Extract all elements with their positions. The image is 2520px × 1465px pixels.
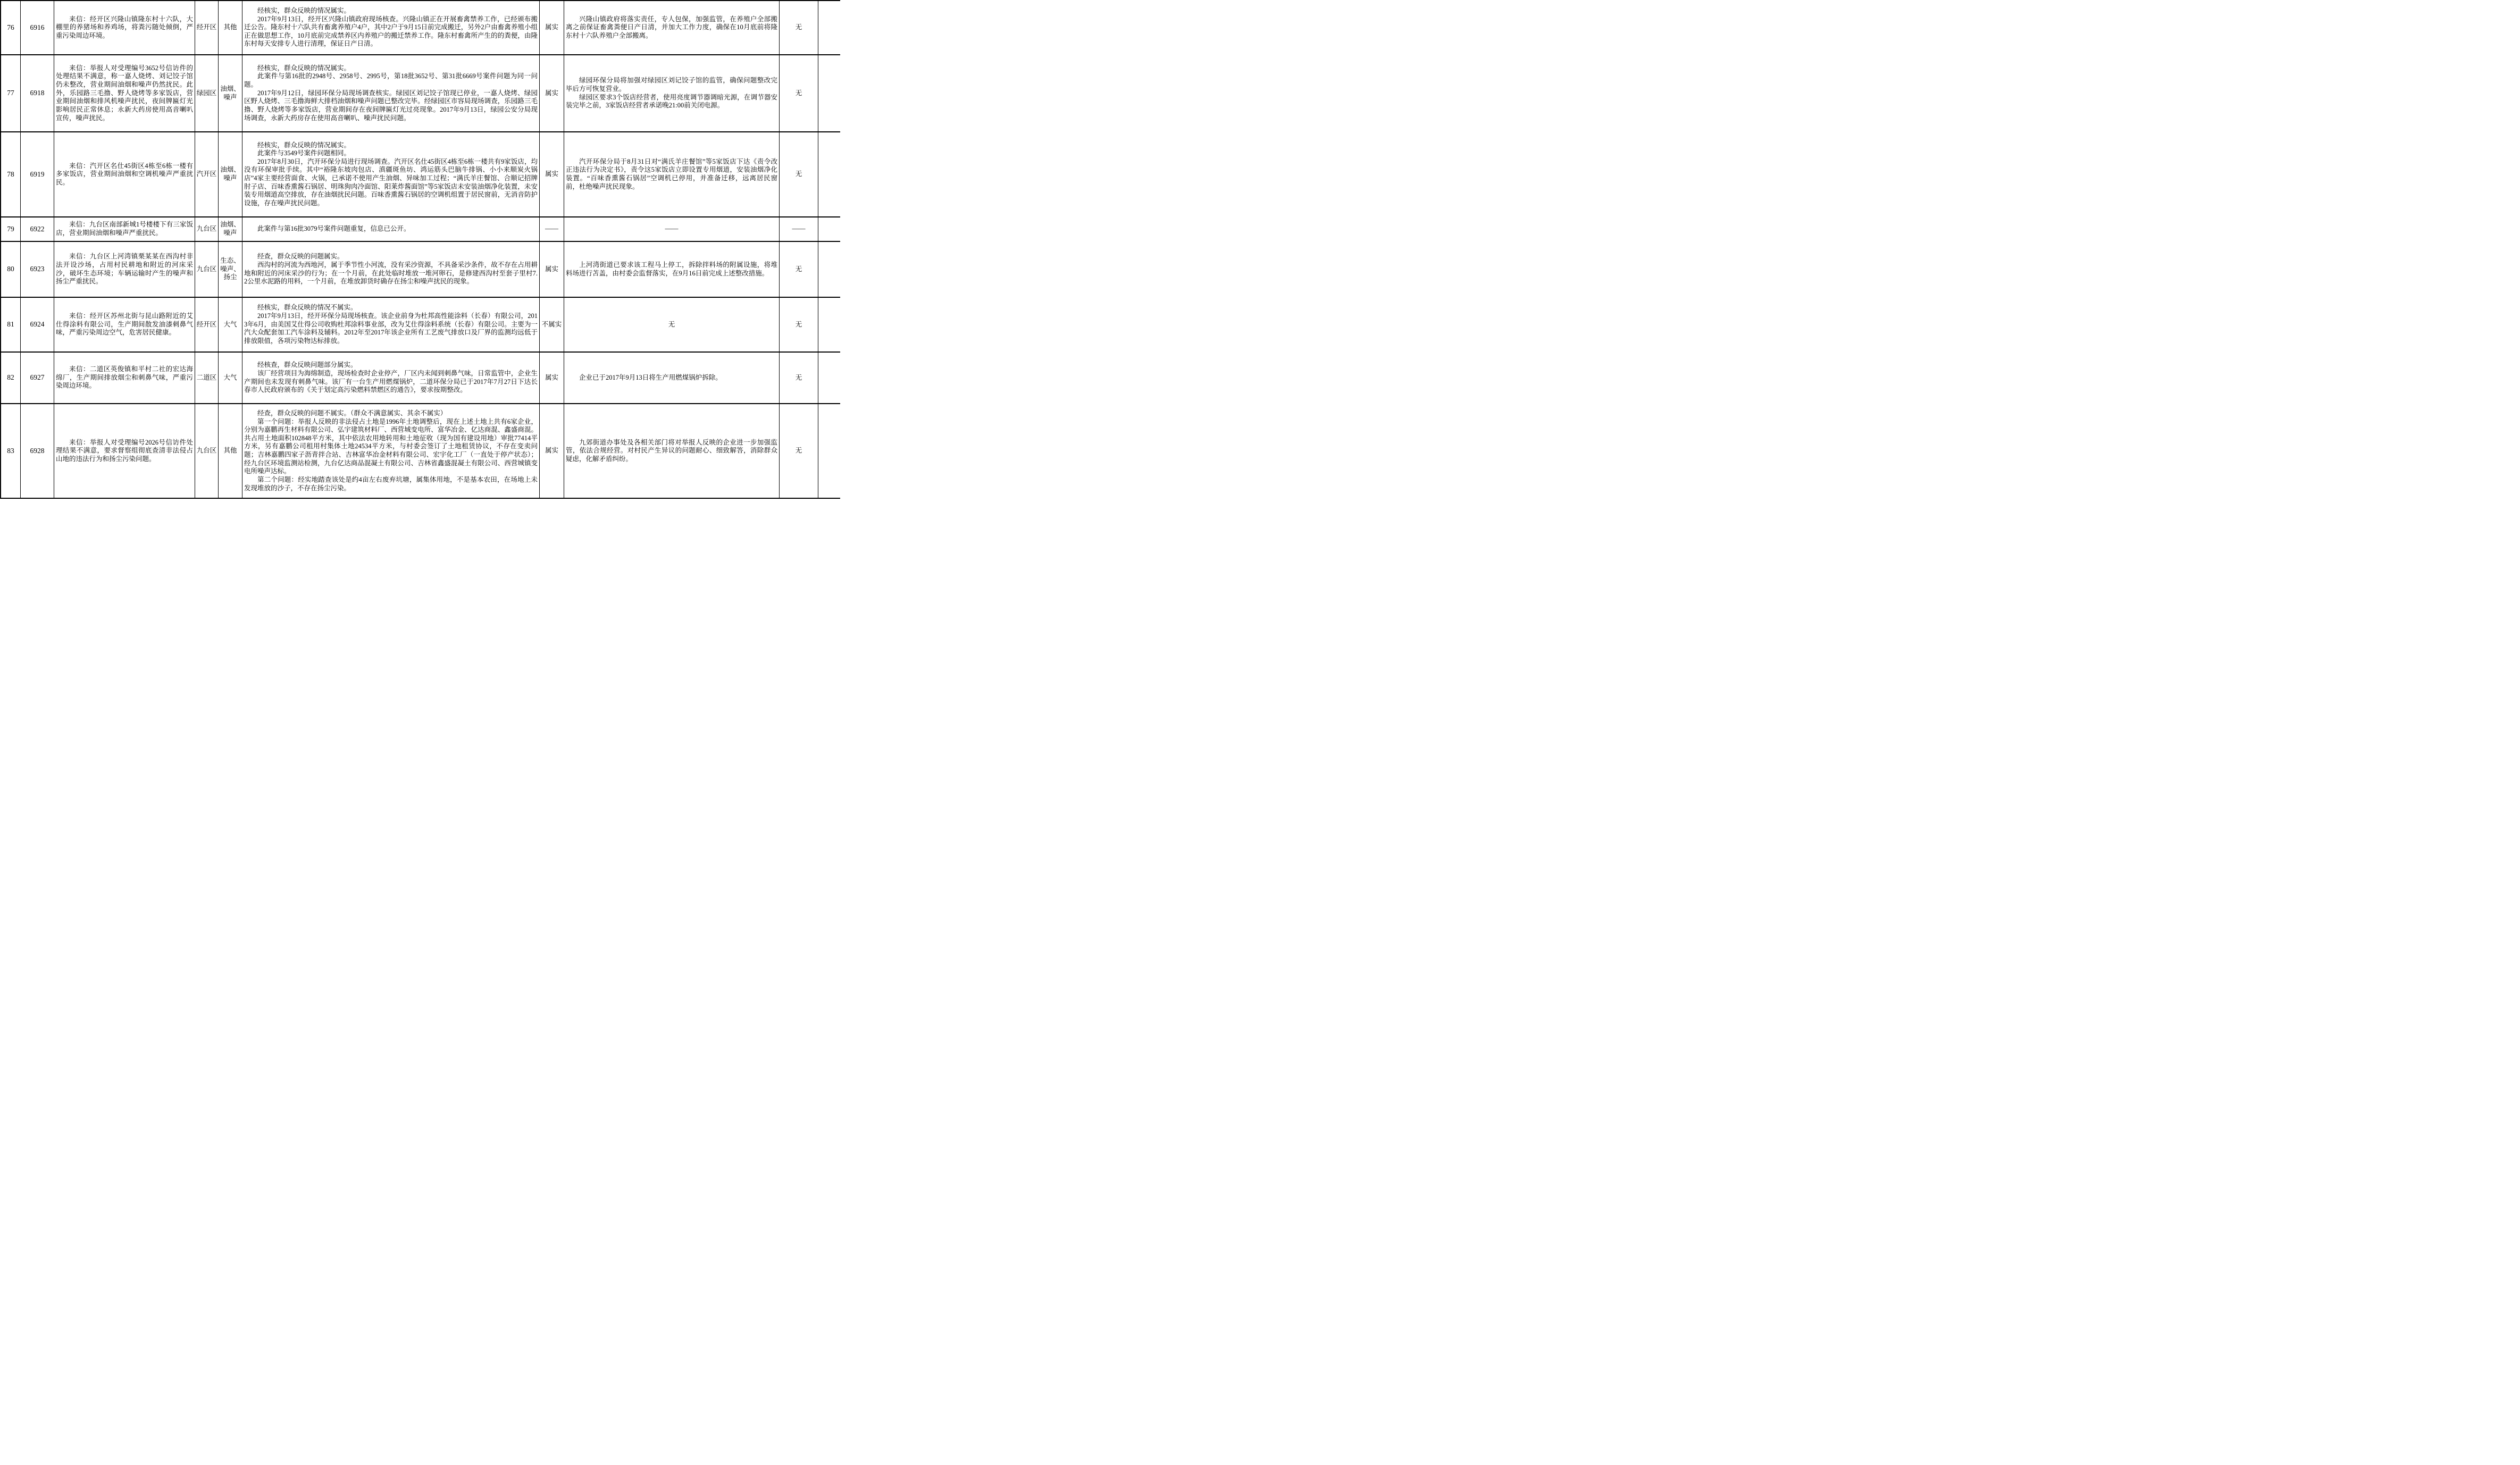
paragraph: 企业已于2017年9月13日将生产用燃煤锅炉拆除。 [579,373,722,381]
district-cell: 九台区 [195,242,219,297]
paragraph: 绿园环保分局将加强对绿园区刘记饺子馆的监管，确保问题整改完毕后方可恢复营业。 [566,77,777,93]
district-cell: 九台区 [195,217,219,241]
paragraph: 经核实，群众反映的情况不属实。 [257,304,357,312]
trailing-empty-cell [818,298,840,351]
case-number-cell: 6923 [21,242,54,297]
case-number-cell: 6924 [21,298,54,351]
paragraph: 经核查，群众反映问题部分属实。 [257,361,357,369]
paragraph: 经查，群众反映的问题不属实。（群众不满意属实、其余不属实） [257,409,447,417]
accountability-cell: 无 [780,242,818,297]
verification-cell [242,242,540,297]
table-row [1,353,840,404]
verdict-cell: —— [540,217,564,241]
measures-cell [564,298,780,351]
case-number-cell: 6928 [21,404,54,498]
verdict-cell: 属实 [540,242,564,297]
district-cell: 绿园区 [195,55,219,131]
complaint-cell [54,404,195,498]
pollution-type-cell: 油烟、噪声 [219,217,242,241]
pollution-type-cell: 其他 [219,1,242,54]
paragraph: 第二个问题：经实地踏查该处是约4亩左右废弃坑塘，属集体用地，不是基本农田，在场地上未发现堆放的沙子，不存在扬尘污染。 [244,475,538,492]
paragraph: 无 [668,320,675,328]
row-number-cell: 83 [1,404,21,498]
verification-cell [242,217,540,241]
district-cell: 二道区 [195,353,219,403]
paragraph: 经核实，群众反映的情况属实。 [257,6,351,14]
measures-cell [564,132,780,216]
pollution-type-cell: 生态、噪声、扬尘 [219,242,242,297]
paragraph: 绿园区要求3个饭店经营者，使用亮度调节器调暗光源，在调节器安装完毕之前，3家饭店经营者承诺晚21:00前关闭电源。 [566,93,777,110]
table-row [1,404,840,499]
table-row [1,132,840,217]
trailing-empty-cell [818,404,840,498]
complaint-cell [54,242,195,297]
paragraph: 西沟村的河流为西地河，属于季节性小河流，没有采沙资源，不具备采沙条件，故不存在占用耕地和附近的河床采沙的行为；在一个月前，在此处临时堆放一堆河卵石，是修建西沟村至套子里村7.2公里水泥路的用料，一个月前，在堆放卸货时确存在扬尘和噪声扰民的现象。 [244,261,538,286]
paragraph: 此案件与第16批3079号案件问题重复，信息已公开。 [257,225,411,233]
trailing-empty-cell [818,132,840,216]
paragraph: 此案件与第16批的2948号、2958号、2995号，第18批3652号、第31批6669号案件问题为同一问题。 [244,72,538,89]
row-number-cell: 76 [1,1,21,54]
paragraph: 来信：二道区英俊镇和平村二社的宏达海绵厂，生产期间排放烟尘和刺鼻气味，严重污染周边环境。 [56,365,193,390]
district-cell: 九台区 [195,404,219,498]
paragraph: 来信：经开区苏州北街与昆山路附近的艾仕得涂料有限公司，生产期间散发油漆刺鼻气味，严重污染周边空气，危害居民健康。 [56,312,193,337]
table-row [1,242,840,298]
paragraph: 经查，群众反映的问题属实。 [257,253,344,261]
row-number-cell: 81 [1,298,21,351]
measures-cell [564,217,780,241]
verification-cell [242,404,540,498]
verification-cell [242,353,540,403]
paragraph: 经核实，群众反映的情况属实。 [257,64,351,72]
table-row [1,298,840,353]
paragraph: 上河湾街道已要求该工程马上停工，拆除拌料场的附属设施，将堆料场进行苫盖，由村委会监督落实，在9月16日前完成上述整改措施。 [566,261,777,277]
accountability-cell: 无 [780,132,818,216]
pollution-type-cell: 大气 [219,353,242,403]
trailing-empty-cell [818,1,840,54]
trailing-empty-cell [818,217,840,241]
complaint-cell [54,353,195,403]
complaint-cell [54,1,195,54]
paragraph: 九郊街道办事处及各相关部门将对举报人反映的企业进一步加强监管，依法合规经营。对村民产生异议的问题耐心、细致解答，消除群众疑虑，化解矛盾纠纷。 [566,438,777,463]
verdict-cell: 属实 [540,1,564,54]
measures-cell [564,242,780,297]
table-row [1,55,840,132]
trailing-empty-cell [818,55,840,131]
case-number-cell: 6918 [21,55,54,131]
pollution-type-cell: 大气 [219,298,242,351]
row-number-cell: 77 [1,55,21,131]
paragraph: 2017年9月13日，经开区兴隆山镇政府现场核查。兴隆山镇正在开展畜禽禁养工作，已经颁布搬迁公告。隆东村十六队共有畜禽养殖户4户，其中2户于9月15日前完成搬迁，另外2户由畜禽养殖小组正在做思想工作，10月底前完成禁养区内养殖户的搬迁禁养工作。隆东村畜禽所产生的的粪便，由隆东村每天安排专人进行清理，保证日产日清。 [244,15,538,48]
row-number-cell: 80 [1,242,21,297]
verification-cell [242,1,540,54]
accountability-cell: 无 [780,1,818,54]
table-row [1,1,840,55]
accountability-cell: 无 [780,353,818,403]
verdict-cell: 属实 [540,404,564,498]
paragraph: 兴隆山镇政府将落实责任，专人包保，加强监管，在养殖户全部搬离之前保证畜禽粪便日产日清，并加大工作力度，确保在10月底前将隆东村十六队养殖户全部搬离。 [566,15,777,39]
pollution-type-cell: 油烟、噪声 [219,132,242,216]
paragraph: 来信：汽开区名仕45街区4栋至6栋一楼有多家饭店，营业期间油烟和空调机噪声严重扰民。 [56,162,193,186]
table-row [1,217,840,242]
accountability-cell: 无 [780,298,818,351]
complaint-handling-table [0,0,840,499]
paragraph: 经核实，群众反映的情况属实。 [257,141,351,149]
paragraph: 2017年8月30日，汽开环保分局进行现场调查。汽开区名仕45街区4栋至6栋一楼共有9家饭店，均没有环保审批手续。其中“裕隆东坡肉包店、滇疆斑鱼坊、鸿运筋头巴脑牛排锅、小小来顺炭火锅店”4家主要经营面食、火锅，已承诺不使用产生油烟、异味加工过程；“满氏羊庄餐馆、合顺记招牌肘子店、百味香熏酱石锅居、明珠狗肉冷面馆、阳莱炸酱面馆”等5家饭店未安装油烟净化装置，未安装专用烟道高空排放，存在油烟扰民问题。百味香熏酱石锅居的空调机组置于居民窗前，无消音防护设施，存在噪声扰民问题。 [244,157,538,207]
paragraph: 2017年9月12日，绿园环保分局现场调查核实。绿园区刘记饺子馆现已停业，一嘉人烧烤、绿园区野人烧烤、三毛撸海鲜大排档油烟和噪声问题已整改完毕。经绿园区市容局现场调查，乐园路三毛撸、野人烧烤等多家饭店，营业期间存在夜间牌匾灯光过亮现象。2017年9月13日，绿园公安分局现场调查，永新大药房存在使用高音喇叭、噪声扰民问题。 [244,89,538,122]
paragraph: 第一个问题：举报人反映的非法侵占土地是1996年土地调整后，现在上述土地上共有6家企业，分别为嘉鹏再生材料有限公司、弘宇建筑材料厂、西营城变电所、富华冶金、亿达商混、鑫盛商混。共占用土地面积102848平方米，其中依法农用地转用和土地征收（现为国有建设用地）审批77414平方米，另有嘉鹏公司租用村集体土地24534平方米，与村委会签订了土地租赁协议，不存在变卖问题；吉林嘉鹏四家子沥青拌合站、吉林富华冶金材料有限公司、宏宇化工厂（一直处于停产状态）；经九台区环境监测站检测，九台亿达商品混凝土有限公司、吉林省鑫盛混凝土有限公司、西营城镇变电所噪声达标。 [244,417,538,475]
paragraph: 来信：举报人对受理编号2026号信访件处理结果不满意，要求督察组彻底查清非法侵占山地的违法行为和扬尘污染问题。 [56,438,193,463]
district-cell: 汽开区 [195,132,219,216]
row-number-cell: 79 [1,217,21,241]
paragraph: 来信：九台区南部新城1号楼楼下有三家饭店，营业期间油烟和噪声严重扰民。 [56,221,193,237]
pollution-type-cell: 油烟、噪声 [219,55,242,131]
measures-cell [564,353,780,403]
paragraph: 2017年9月13日，经开环保分局现场核查。该企业前身为杜邦高性能涂料（长春）有限公司，2013年6月，由美国艾仕得公司收购杜邦涂料事业部，改为艾仕得涂料系统（长春）有限公司。主要为一汽大众配套加工汽车涂料及辅料。2012年至2017年该企业所有工艺废气排放口及厂界的监测均远低于排放限值，各项污染物达标排放。 [244,312,538,345]
measures-cell [564,404,780,498]
paragraph: 汽开环保分局于8月31日对“满氏羊庄餐馆”等5家饭店下达《责令改正违法行为决定书》，责令这5家饭店立即设置专用烟道，安装油烟净化装置。“百味香熏酱石锅居”空调机已停用，并准备迁移，远离居民窗前，杜绝噪声扰民现象。 [566,157,777,190]
accountability-cell: 无 [780,404,818,498]
case-number-cell: 6916 [21,1,54,54]
accountability-cell: —— [780,217,818,241]
district-cell: 经开区 [195,1,219,54]
verdict-cell: 属实 [540,353,564,403]
verification-cell [242,55,540,131]
row-number-cell: 78 [1,132,21,216]
complaint-cell [54,132,195,216]
complaint-cell [54,217,195,241]
row-number-cell: 82 [1,353,21,403]
verification-cell [242,132,540,216]
paragraph: 来信：九台区上河湾镇栗某某在西沟村非法开设沙场，占用村民耕地和附近的河床采沙，破坏生态环境；车辆运输时产生的噪声和扬尘严重扰民。 [56,253,193,286]
paragraph: —— [665,225,679,233]
verdict-cell: 属实 [540,132,564,216]
case-number-cell: 6919 [21,132,54,216]
paragraph: 来信：举报人对受理编号3652号信访件的处理结果不满意，称一嘉人烧烤、刘记饺子馆仍未整改，营业期间油烟和噪声仍然扰民。此外，乐园路三毛撸、野人烧烤等多家饭店，营业期间油烟和排风机噪声扰民，夜间牌匾灯光影响居民正常休息；永新大药房使用高音喇叭宣传，噪声扰民。 [56,64,193,122]
trailing-empty-cell [818,353,840,403]
verdict-cell: 属实 [540,55,564,131]
trailing-empty-cell [818,242,840,297]
complaint-cell [54,55,195,131]
document-page [0,0,845,499]
case-number-cell: 6922 [21,217,54,241]
accountability-cell: 无 [780,55,818,131]
verdict-cell: 不属实 [540,298,564,351]
paragraph: 来信：经开区兴隆山镇隆东村十六队，大棚里的养猪场和养鸡场，将粪污随处倾倒，严重污染周边环境。 [56,15,193,39]
measures-cell [564,55,780,131]
district-cell: 经开区 [195,298,219,351]
verification-cell [242,298,540,351]
case-number-cell: 6927 [21,353,54,403]
paragraph: 此案件与3549号案件问题相同。 [257,149,351,157]
pollution-type-cell: 其他 [219,404,242,498]
paragraph: 该厂经营项目为海绵制造，现场检查时企业停产，厂区内未闻到刺鼻气味，日常监管中，企业生产期间也未发现有刺鼻气味。该厂有一台生产用燃煤锅炉，二道环保分局已于2017年7月27日下达长春市人民政府颁布的《关于划定高污染燃料禁燃区的通告》，要求按期整改。 [244,369,538,394]
measures-cell [564,1,780,54]
complaint-cell [54,298,195,351]
